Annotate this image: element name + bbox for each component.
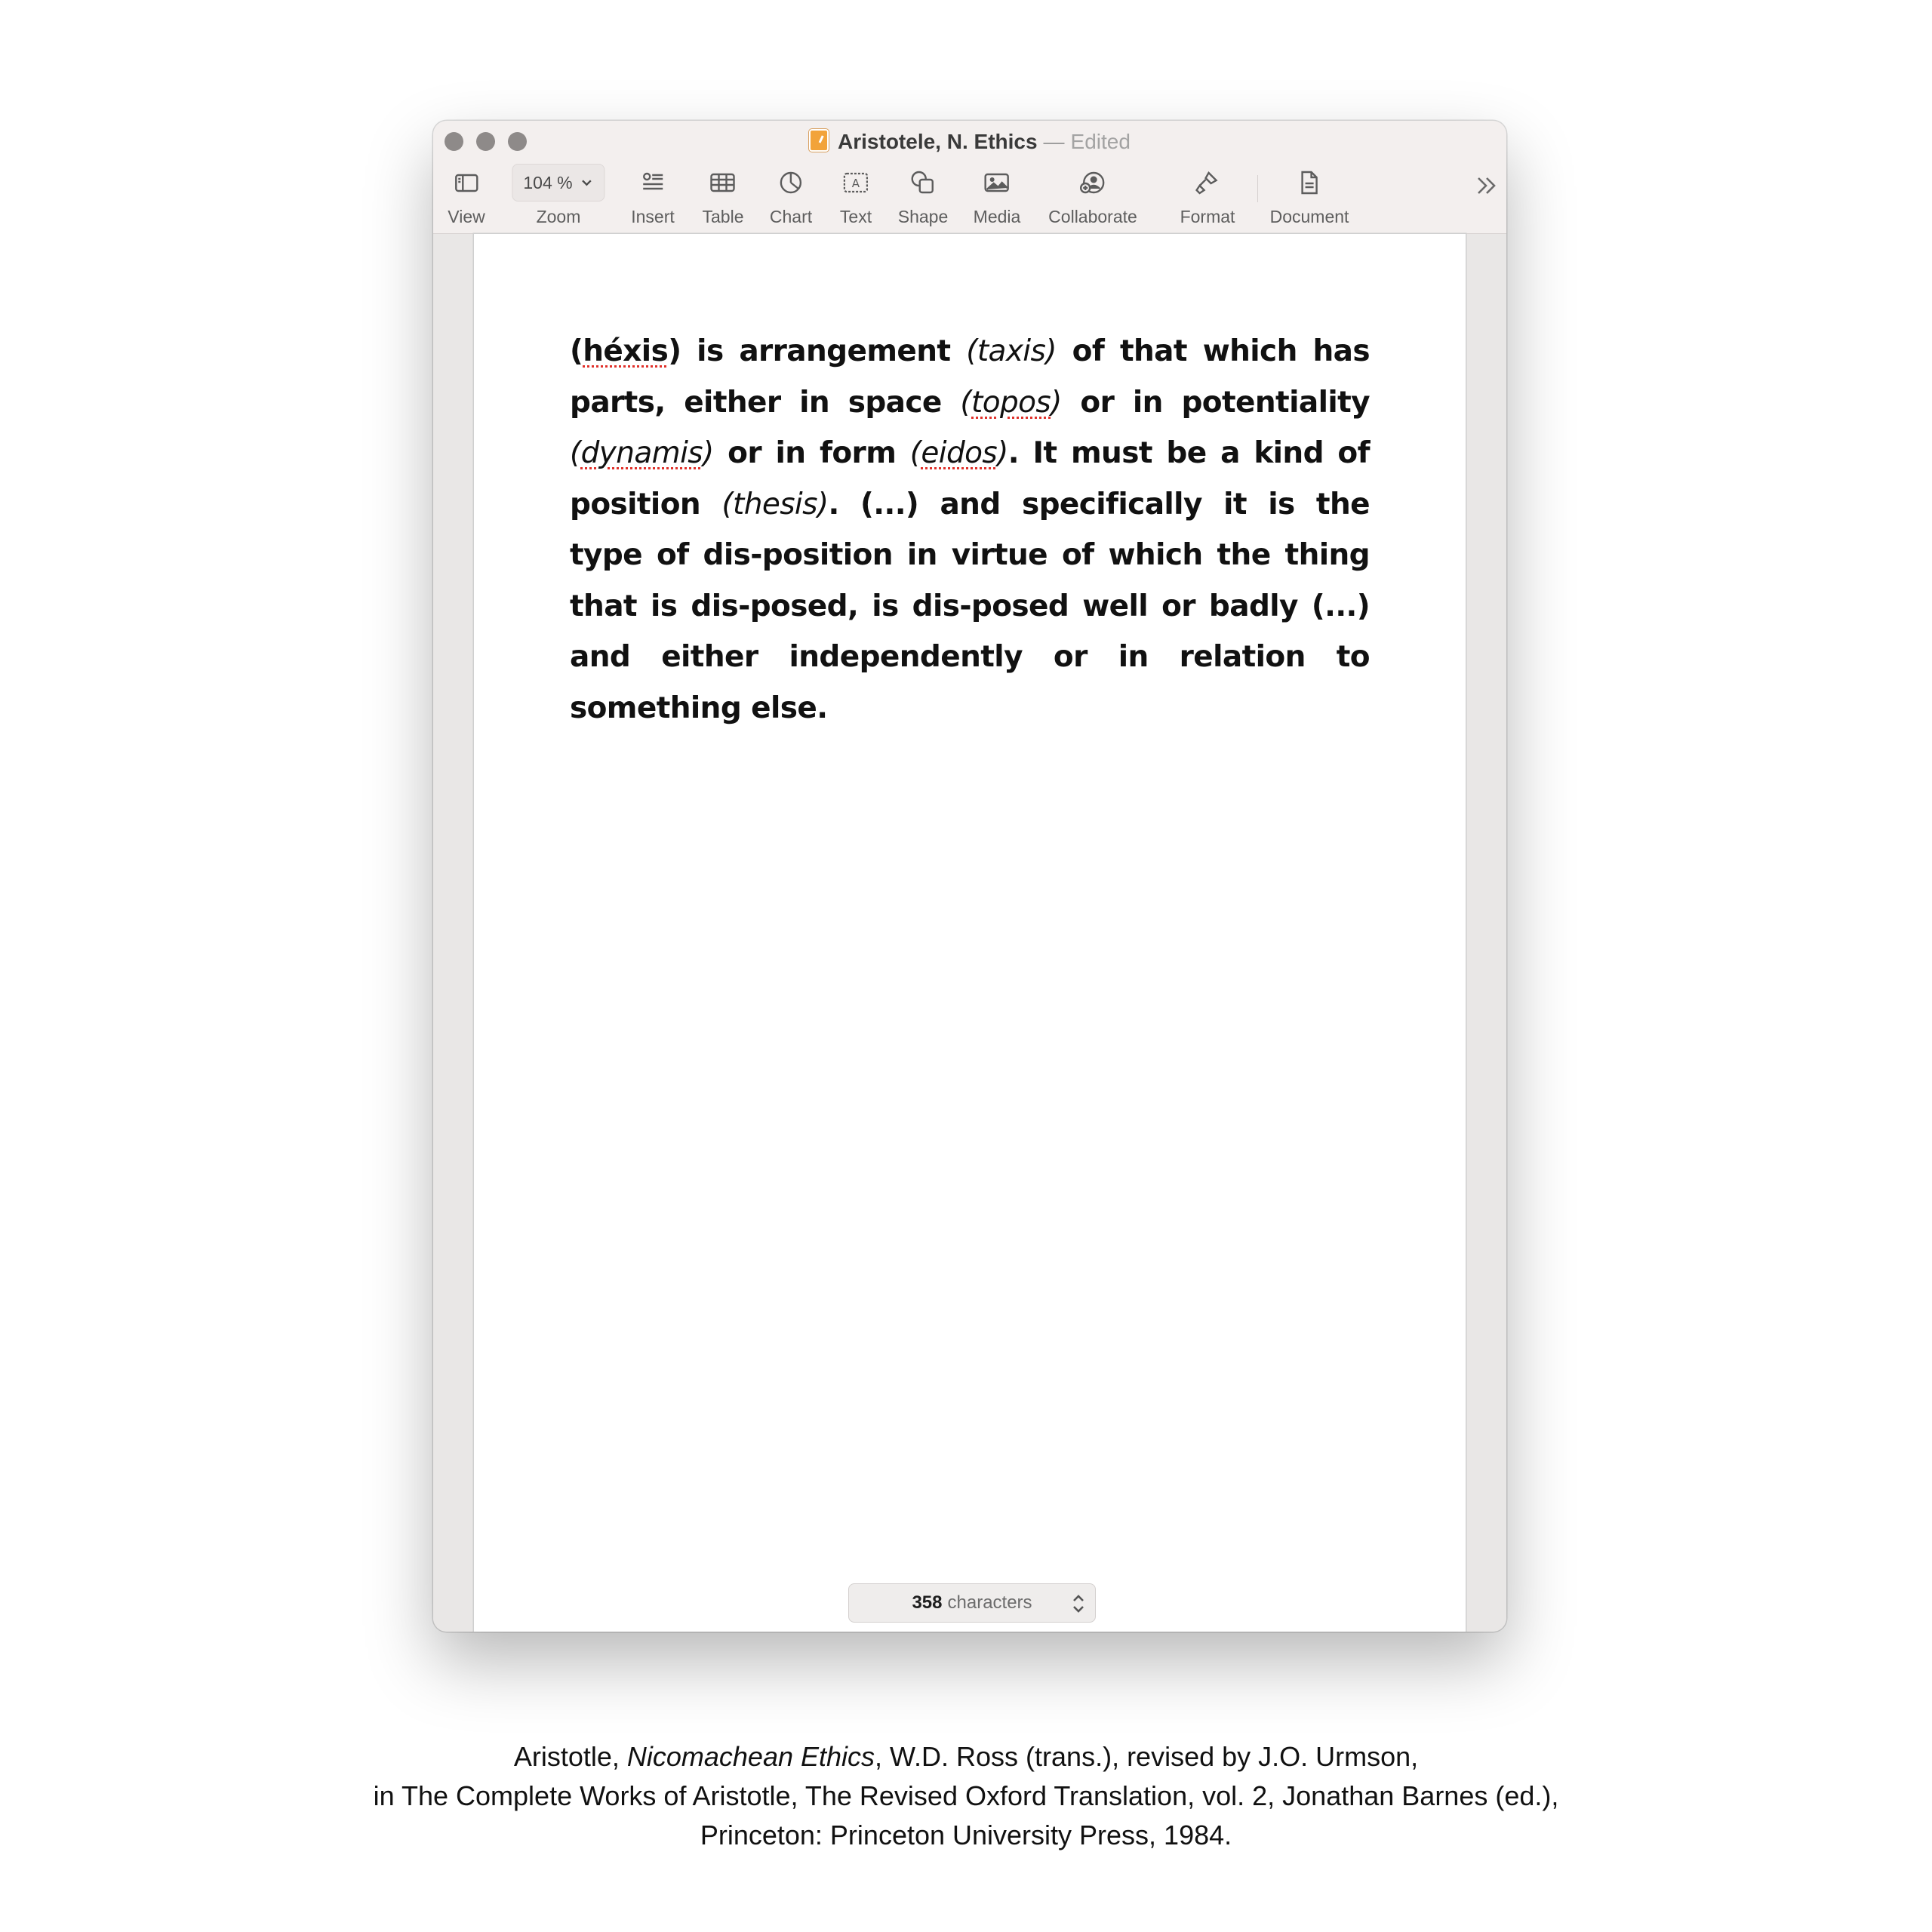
view-label: View — [448, 207, 485, 226]
chart-label: Chart — [769, 207, 813, 226]
zoom-dropdown[interactable] — [512, 164, 605, 202]
document-name: Aristotele, N. Ethics — [838, 130, 1038, 153]
document-label: Document — [1269, 207, 1349, 226]
character-count-unit: characters — [947, 1592, 1032, 1613]
citation-title: Nicomachean Ethics — [626, 1741, 875, 1772]
quote-segment: ( — [570, 436, 581, 470]
zoom-label: Zoom — [536, 207, 581, 226]
edited-status: Edited — [1070, 130, 1131, 153]
title-separator: — — [1043, 130, 1065, 153]
word-count-selector[interactable] — [848, 1583, 1096, 1623]
misspelled-word: topos — [971, 385, 1051, 420]
quote-segment: ( — [909, 436, 921, 470]
zoom-control[interactable] — [512, 165, 605, 228]
text-button[interactable] — [840, 165, 872, 228]
shape-label: Shape — [897, 207, 949, 226]
quote-text-body[interactable] — [570, 326, 1370, 734]
document-page[interactable] — [474, 234, 1466, 1632]
table-button[interactable] — [703, 165, 744, 228]
shape-icon — [898, 165, 949, 201]
quote-segment: ) is arrangement — [668, 334, 967, 368]
quote-segment: or in form — [713, 436, 910, 470]
citation-caption — [0, 1737, 1932, 1855]
title-bar — [433, 121, 1506, 234]
updown-chevron-icon — [1071, 1592, 1086, 1615]
quote-segment: ) — [703, 436, 714, 470]
toolbar-overflow-button[interactable] — [1472, 171, 1502, 205]
quote-segment: ( — [570, 334, 583, 368]
pages-document-icon — [809, 129, 829, 152]
sidebar-icon — [448, 165, 485, 201]
misspelled-word: eidos — [921, 436, 998, 470]
misspelled-word: héxis — [583, 334, 669, 368]
collaborate-label: Collaborate — [1048, 207, 1137, 226]
chart-icon — [770, 165, 812, 201]
quote-segment: (taxis) — [966, 334, 1057, 368]
citation-line-1 — [0, 1737, 1932, 1777]
chevron-double-right-icon — [1472, 171, 1502, 201]
media-button[interactable] — [974, 165, 1021, 228]
format-brush-icon — [1180, 165, 1235, 201]
citation-translator: , W.D. Ross (trans.), revised by J.O. Urmson, — [875, 1741, 1419, 1772]
insert-icon — [631, 165, 675, 201]
pages-window — [433, 121, 1506, 1632]
view-button[interactable] — [448, 165, 485, 228]
quote-segment: or in potentiality — [1061, 385, 1370, 420]
text-label: Text — [839, 207, 872, 226]
document-icon — [1270, 165, 1349, 201]
citation-line-2: in The Complete Works of Aristotle, The Revised Oxford Translation, vol. 2, Jonathan Barnes (ed.), — [373, 1780, 1559, 1811]
collaborate-icon — [1048, 165, 1137, 201]
quote-segment: of that which has parts, either in space — [570, 334, 1370, 420]
zoom-value: 104 % — [523, 172, 573, 192]
quote-segment: . It must be a kind of position — [570, 436, 1370, 521]
character-count: 358 — [912, 1592, 943, 1613]
table-label: Table — [702, 207, 744, 226]
format-button[interactable] — [1180, 165, 1235, 228]
window-title — [433, 128, 1506, 155]
quote-segment: ) — [997, 436, 1008, 470]
quote-segment: ) — [1051, 385, 1062, 420]
insert-label: Insert — [631, 207, 675, 226]
text-box-icon — [840, 165, 872, 201]
quote-segment: . (...) and specifically it is the type of dis-position in virtue of which the thing that is dis-posed, is dis-posed well or badly (...) and either independently or in relation to something else. — [570, 487, 1370, 725]
media-icon — [974, 165, 1021, 201]
insert-button[interactable] — [631, 165, 675, 228]
citation-line-3: Princeton: Princeton University Press, 1984. — [700, 1820, 1232, 1850]
quote-segment: ( — [960, 385, 972, 420]
chart-button[interactable] — [770, 165, 812, 228]
citation-author: Aristotle, — [513, 1741, 627, 1772]
misspelled-word: dynamis — [580, 436, 703, 470]
quote-segment: (thesis) — [721, 487, 829, 521]
media-label: Media — [973, 207, 1021, 226]
table-icon — [703, 165, 744, 201]
document-button[interactable] — [1270, 165, 1349, 228]
toolbar-divider — [1257, 175, 1258, 202]
collaborate-button[interactable] — [1048, 165, 1137, 228]
format-label: Format — [1180, 207, 1235, 226]
document-canvas[interactable] — [433, 234, 1506, 1632]
chevron-down-icon — [580, 176, 594, 189]
shape-button[interactable] — [898, 165, 949, 228]
svg-text:A: A — [851, 177, 860, 190]
